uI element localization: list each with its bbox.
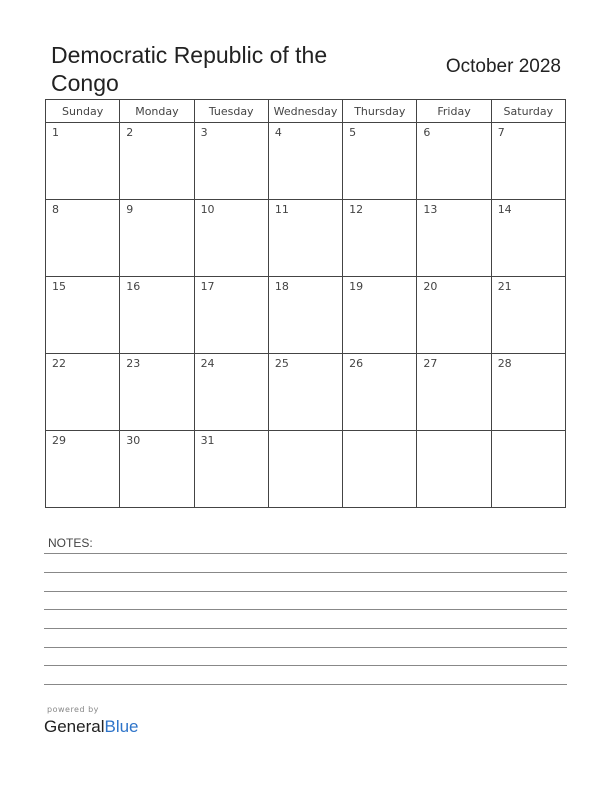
day-number: 24 <box>200 357 215 370</box>
day-cell <box>268 431 342 508</box>
day-number: 8 <box>52 203 59 216</box>
day-number: 11 <box>274 203 289 216</box>
day-cell <box>268 354 342 431</box>
day-cell <box>343 277 417 354</box>
day-cell <box>46 123 120 200</box>
day-number: 14 <box>497 203 512 216</box>
day-cell <box>46 277 120 354</box>
day-number: 26 <box>349 357 364 370</box>
country-title: Democratic Republic of the Congo <box>51 42 328 96</box>
day-number: 20 <box>423 280 438 293</box>
notes-line <box>44 609 567 610</box>
day-number: 6 <box>423 126 431 139</box>
weekday-header: Thursday <box>343 100 417 123</box>
day-cell <box>491 431 565 508</box>
day-number: 5 <box>349 126 357 139</box>
day-cell <box>491 123 565 200</box>
day-cell <box>120 123 194 200</box>
day-number: 19 <box>349 280 364 293</box>
day-number: 29 <box>52 434 66 447</box>
weekday-header: Sunday <box>46 100 120 123</box>
day-cell <box>268 123 342 200</box>
day-cell <box>194 277 268 354</box>
day-cell <box>120 354 194 431</box>
notes-line <box>44 553 567 554</box>
day-number <box>417 431 490 434</box>
notes-line <box>44 628 567 629</box>
day-cell <box>417 354 491 431</box>
day-number: 15 <box>52 280 66 293</box>
day-cell <box>343 123 417 200</box>
week-row <box>46 200 566 277</box>
weekday-header: Friday <box>417 100 491 123</box>
month-year-label: October 2028 <box>445 56 561 77</box>
day-number: 13 <box>423 203 438 216</box>
day-cell <box>491 277 565 354</box>
day-cell <box>194 354 268 431</box>
day-number: 25 <box>274 357 289 370</box>
day-number <box>492 431 565 434</box>
weekday-header: Tuesday <box>194 100 268 123</box>
day-cell <box>491 354 565 431</box>
day-number <box>269 431 342 434</box>
day-number: 9 <box>126 203 134 216</box>
weekday-header: Wednesday <box>268 100 342 123</box>
day-cell <box>46 431 120 508</box>
day-cell <box>46 354 120 431</box>
day-number: 23 <box>126 357 141 370</box>
day-number: 12 <box>349 203 364 216</box>
day-number: 27 <box>423 357 438 370</box>
day-cell <box>120 431 194 508</box>
notes-line <box>44 684 567 685</box>
day-cell <box>417 431 491 508</box>
week-row <box>46 123 566 200</box>
day-cell <box>268 200 342 277</box>
day-cell <box>194 431 268 508</box>
day-number: 2 <box>126 126 134 139</box>
day-number: 4 <box>274 126 282 139</box>
day-number <box>343 431 416 434</box>
day-number: 31 <box>200 434 215 447</box>
notes-line <box>44 665 567 666</box>
day-number: 18 <box>274 280 289 293</box>
day-cell <box>417 277 491 354</box>
day-cell <box>120 200 194 277</box>
day-cell <box>46 200 120 277</box>
powered-by-text: powered by <box>47 705 99 714</box>
day-number: 21 <box>497 280 512 293</box>
day-number: 30 <box>126 434 141 447</box>
day-number: 22 <box>52 357 66 370</box>
week-row <box>46 431 566 508</box>
generalblue-logo[interactable] <box>44 717 139 737</box>
calendar-grid <box>45 99 566 508</box>
day-number: 3 <box>200 126 208 139</box>
week-row <box>46 277 566 354</box>
notes-line <box>44 591 567 592</box>
weekday-header-row <box>46 100 566 123</box>
brand-general-text: General <box>44 717 105 736</box>
day-number: 17 <box>200 280 215 293</box>
day-number: 16 <box>126 280 141 293</box>
day-number: 1 <box>52 126 59 139</box>
day-cell <box>491 200 565 277</box>
brand-blue-text: Blue <box>104 717 139 736</box>
day-cell <box>343 354 417 431</box>
day-cell <box>417 123 491 200</box>
day-cell <box>120 277 194 354</box>
day-number: 10 <box>200 203 215 216</box>
notes-label: NOTES: <box>48 536 93 550</box>
notes-line <box>44 572 567 573</box>
notes-line <box>44 647 567 648</box>
weekday-header: Saturday <box>491 100 565 123</box>
day-number: 28 <box>497 357 512 370</box>
day-cell <box>268 277 342 354</box>
day-cell <box>343 200 417 277</box>
week-row <box>46 354 566 431</box>
day-cell <box>194 123 268 200</box>
day-cell <box>417 200 491 277</box>
day-number: 7 <box>497 126 505 139</box>
weekday-header: Monday <box>120 100 194 123</box>
day-cell <box>194 200 268 277</box>
day-cell <box>343 431 417 508</box>
